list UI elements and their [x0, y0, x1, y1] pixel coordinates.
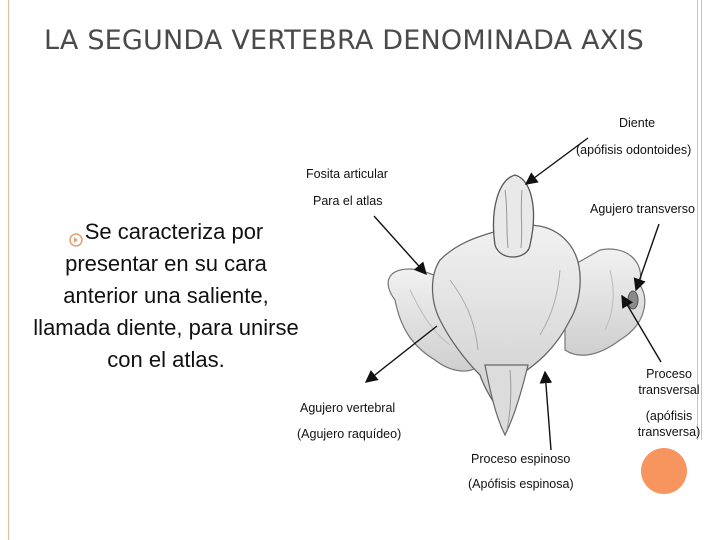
- slide-title: LA SEGUNDA VERTEBRA DENOMINADA AXIS: [44, 25, 644, 56]
- label-agujero-transverso: Agujero transverso: [590, 202, 695, 216]
- bullet-text-block: [30, 216, 302, 376]
- arrow-agujero-transverso: [636, 224, 659, 290]
- hollow-circle-arrow-icon: [69, 224, 83, 238]
- arrow-agujero-vertebral: [366, 326, 437, 382]
- arrow-proceso-transversal: [622, 296, 661, 362]
- label-proceso-transversal-2: transversal: [638, 383, 700, 397]
- bullet-text: Se caracteriza por presentar en su cara anterior una saliente, llamada diente, para unirse con el atlas.: [33, 219, 299, 372]
- label-para-el-atlas: Para el atlas: [313, 194, 383, 208]
- label-proceso-transversal-1: Proceso: [646, 367, 692, 381]
- label-apofisis-espinosa: (Apófisis espinosa): [468, 477, 574, 491]
- label-fosita-articular: Fosita articular: [306, 167, 388, 181]
- label-apofisis-transversa-1: (apófisis: [645, 409, 693, 423]
- label-agujero-vertebral: Agujero vertebral: [300, 401, 396, 415]
- label-proceso-espinoso: Proceso espinoso: [471, 452, 571, 466]
- label-apofisis-transversa-2: transversa): [637, 425, 701, 439]
- arrow-fosita: [374, 216, 426, 274]
- arrow-proceso-espinoso: [545, 372, 551, 450]
- label-apofisis-odontoides: (apófisis odontoides): [576, 143, 692, 157]
- label-agujero-raquideo: (Agujero raquídeo): [297, 427, 402, 441]
- label-diente: Diente: [619, 116, 656, 130]
